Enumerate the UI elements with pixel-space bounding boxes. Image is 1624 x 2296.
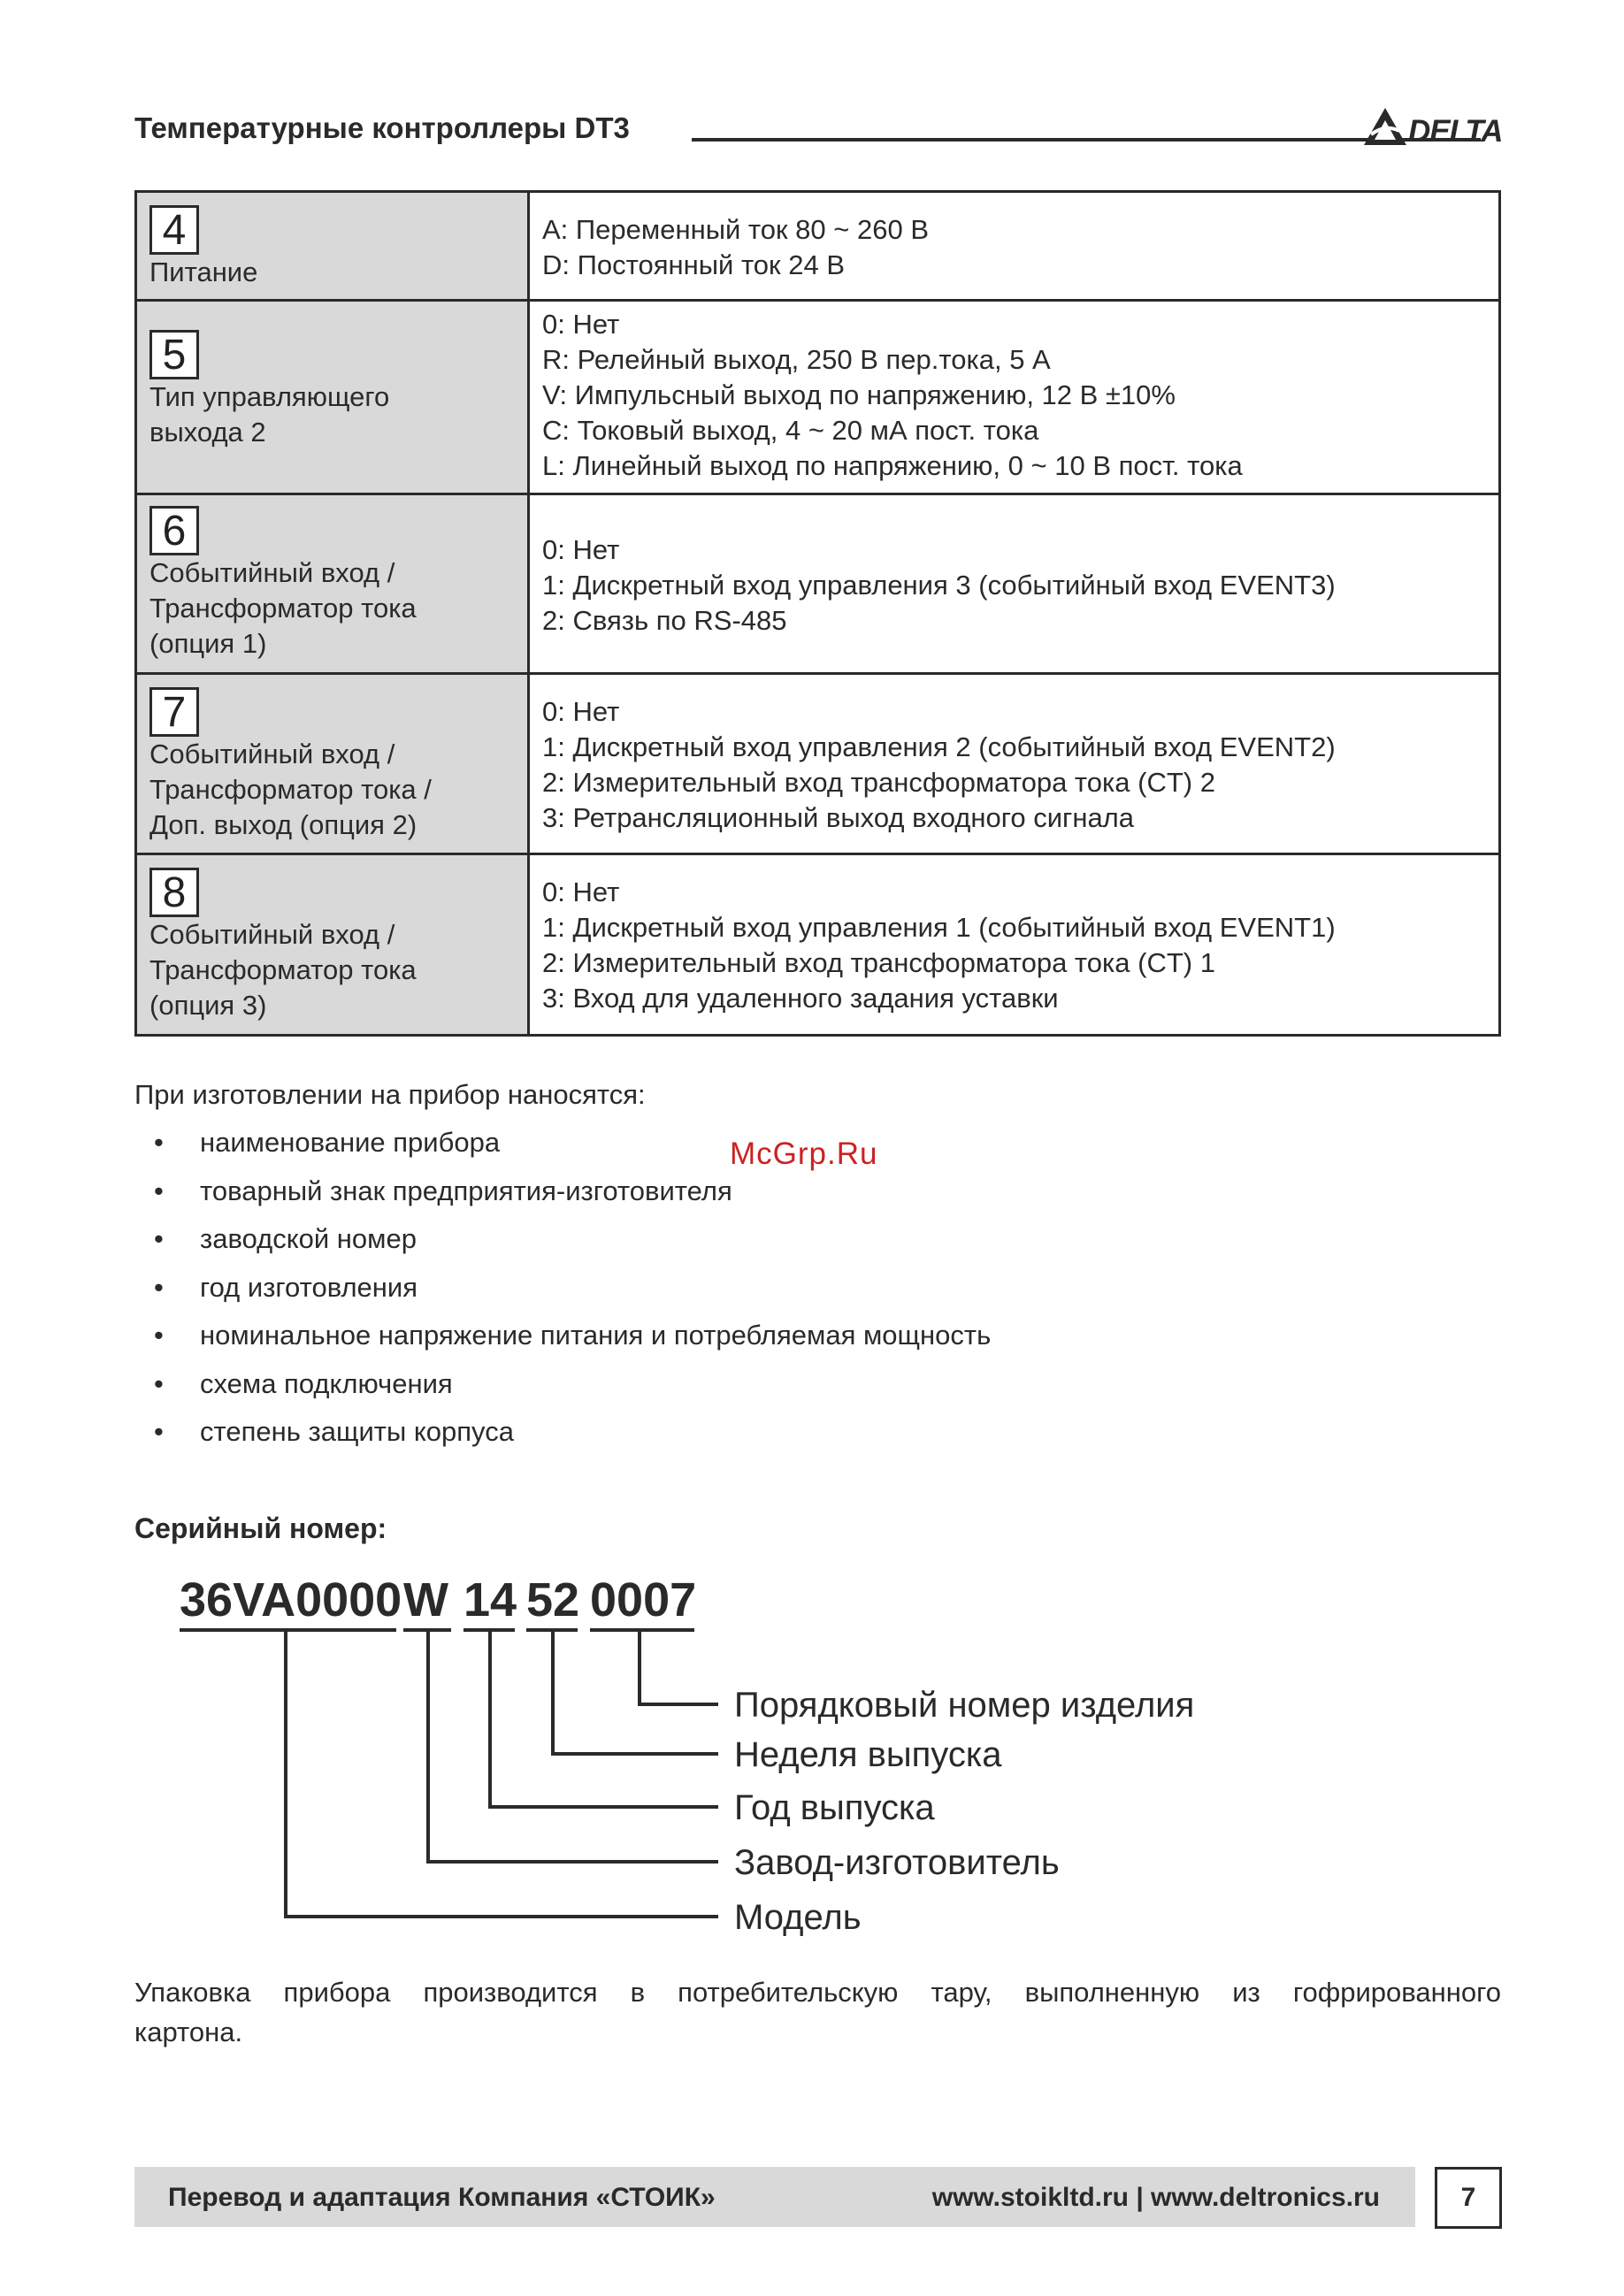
option-line: 2: Измерительный вход трансформатора тока (CT) 2 <box>542 767 1215 798</box>
option-line: 0: Нет <box>542 309 620 340</box>
row-label: Трансформатор тока / <box>149 774 432 805</box>
list-item <box>134 1408 991 1457</box>
list-item-text: заводской номер <box>200 1223 417 1254</box>
page-number: 7 <box>1435 2167 1502 2229</box>
option-line: 3: Вход для удаленного задания уставки <box>542 983 1059 1014</box>
row-label-cell <box>136 494 529 674</box>
label-year: Год выпуска <box>734 1788 935 1827</box>
row-label: Событийный вход / <box>149 557 395 588</box>
leader-model <box>286 1630 718 1917</box>
table-row <box>136 301 1500 494</box>
list-item <box>134 1312 991 1360</box>
list-item <box>134 1264 991 1313</box>
footer-links: www.stoikltd.ru | www.deltronics.ru <box>931 2183 1380 2212</box>
list-item-text: год изготовления <box>200 1271 418 1303</box>
table-row <box>136 494 1500 674</box>
row-label: Питание <box>149 256 258 287</box>
option-line: 1: Дискретный вход управления 1 (событийный вход EVENT1) <box>542 912 1336 943</box>
row-options-cell <box>529 494 1500 674</box>
row-label: Событийный вход / <box>149 919 395 950</box>
packaging-paragraph <box>134 1972 1501 2052</box>
table-row <box>136 192 1500 301</box>
option-line: 1: Дискретный вход управления 2 (событийный вход EVENT2) <box>542 731 1336 762</box>
bullet: • <box>154 1223 164 1254</box>
leader-plant <box>428 1630 718 1862</box>
option-number-box: 7 <box>149 687 199 737</box>
bullet: • <box>154 1175 164 1206</box>
option-line: D: Постоянный ток 24 В <box>542 249 845 280</box>
option-line: C: Токовый выход, 4 ~ 20 мА пост. тока <box>542 415 1039 446</box>
option-number-box: 4 <box>149 205 199 255</box>
list-item-text: схема подключения <box>200 1367 453 1399</box>
row-label-cell <box>136 674 529 854</box>
row-options-cell <box>529 674 1500 854</box>
table-row <box>136 854 1500 1036</box>
list-item <box>134 1167 991 1216</box>
footer-credit: Перевод и адаптация Компания «СТОИК» <box>168 2183 716 2212</box>
leader-sequence <box>640 1630 718 1704</box>
option-number-box: 6 <box>149 506 199 555</box>
serial-segment-plant: W <box>403 1573 448 1626</box>
row-label: Событийный вход / <box>149 739 395 769</box>
list-item-text: номинальное напряжение питания и потребляемая мощность <box>200 1320 992 1351</box>
option-line: L: Линейный выход по напряжению, 0 ~ 10 В пост. тока <box>542 450 1243 481</box>
option-line: 3: Ретрансляционный выход входного сигнала <box>542 802 1135 833</box>
row-label: выхода 2 <box>149 417 266 448</box>
row-label-cell <box>136 301 529 494</box>
option-number-box: 8 <box>149 868 199 917</box>
row-label: Трансформатор тока <box>149 593 417 624</box>
watermark: McGrp.Ru <box>730 1137 878 1171</box>
serial-title: Серийный номер: <box>134 1512 387 1544</box>
label-week: Неделя выпуска <box>734 1735 1002 1774</box>
bullet: • <box>154 1320 164 1351</box>
row-label: (опция 3) <box>149 990 267 1021</box>
bullet: • <box>154 1367 164 1399</box>
row-options-cell <box>529 854 1500 1036</box>
packaging-line-2: картона. <box>134 2017 243 2047</box>
list-item <box>134 1360 991 1409</box>
option-line: V: Импульсный выход по напряжению, 12 В ±10% <box>542 379 1176 410</box>
page-footer <box>134 2167 1415 2227</box>
serial-segment-model: 36VA0000 <box>180 1573 402 1626</box>
delta-triangle-icon <box>1362 104 1412 149</box>
spec-table <box>134 190 1501 1037</box>
row-label: Доп. выход (опция 2) <box>149 809 417 840</box>
list-item-text: степень защиты корпуса <box>200 1416 514 1447</box>
page-header <box>134 104 1501 157</box>
bullet: • <box>154 1271 164 1303</box>
serial-segment-sequence: 0007 <box>590 1573 697 1626</box>
option-line: 1: Дискретный вход управления 3 (событийный вход EVENT3) <box>542 570 1336 601</box>
packaging-line-1: Упаковка прибора производится в потребительскую тару, выполненную из гофрированного <box>134 1977 1501 2008</box>
label-sequence: Порядковый номер изделия <box>734 1686 1195 1725</box>
option-line: 2: Измерительный вход трансформатора тока (CT) 1 <box>542 947 1215 978</box>
serial-segment-year: 14 <box>463 1573 517 1626</box>
row-label-cell <box>136 192 529 301</box>
row-label-cell <box>136 854 529 1036</box>
option-line: 0: Нет <box>542 696 620 727</box>
markings-intro: При изготовлении на прибор наносятся: <box>134 1079 646 1110</box>
label-plant: Завод-изготовитель <box>734 1843 1060 1882</box>
header-title: Температурные контроллеры DT3 <box>134 111 630 144</box>
bullet: • <box>154 1416 164 1447</box>
row-label: Тип управляющего <box>149 381 390 412</box>
delta-logo <box>1362 104 1504 157</box>
option-number-box: 5 <box>149 330 199 379</box>
option-line: 0: Нет <box>542 534 620 565</box>
list-item-text: товарный знак предприятия-изготовителя <box>200 1175 732 1206</box>
row-options-cell <box>529 301 1500 494</box>
table-row <box>136 674 1500 854</box>
option-line: 0: Нет <box>542 876 620 907</box>
row-label: (опция 1) <box>149 628 267 659</box>
label-model: Модель <box>734 1898 862 1937</box>
option-line: 2: Связь по RS-485 <box>542 605 787 636</box>
leader-year <box>490 1630 718 1807</box>
option-line: R: Релейный выход, 250 В пер.тока, 5 А <box>542 344 1051 375</box>
list-item-text: наименование прибора <box>200 1127 501 1158</box>
leader-week <box>553 1630 718 1754</box>
row-options-cell <box>529 192 1500 301</box>
list-item <box>134 1215 991 1264</box>
serial-segment-week: 52 <box>526 1573 580 1626</box>
row-label: Трансформатор тока <box>149 954 417 985</box>
bullet: • <box>154 1127 164 1158</box>
logo-text: DELTA <box>1408 114 1503 149</box>
option-line: A: Переменный ток 80 ~ 260 В <box>542 214 929 245</box>
